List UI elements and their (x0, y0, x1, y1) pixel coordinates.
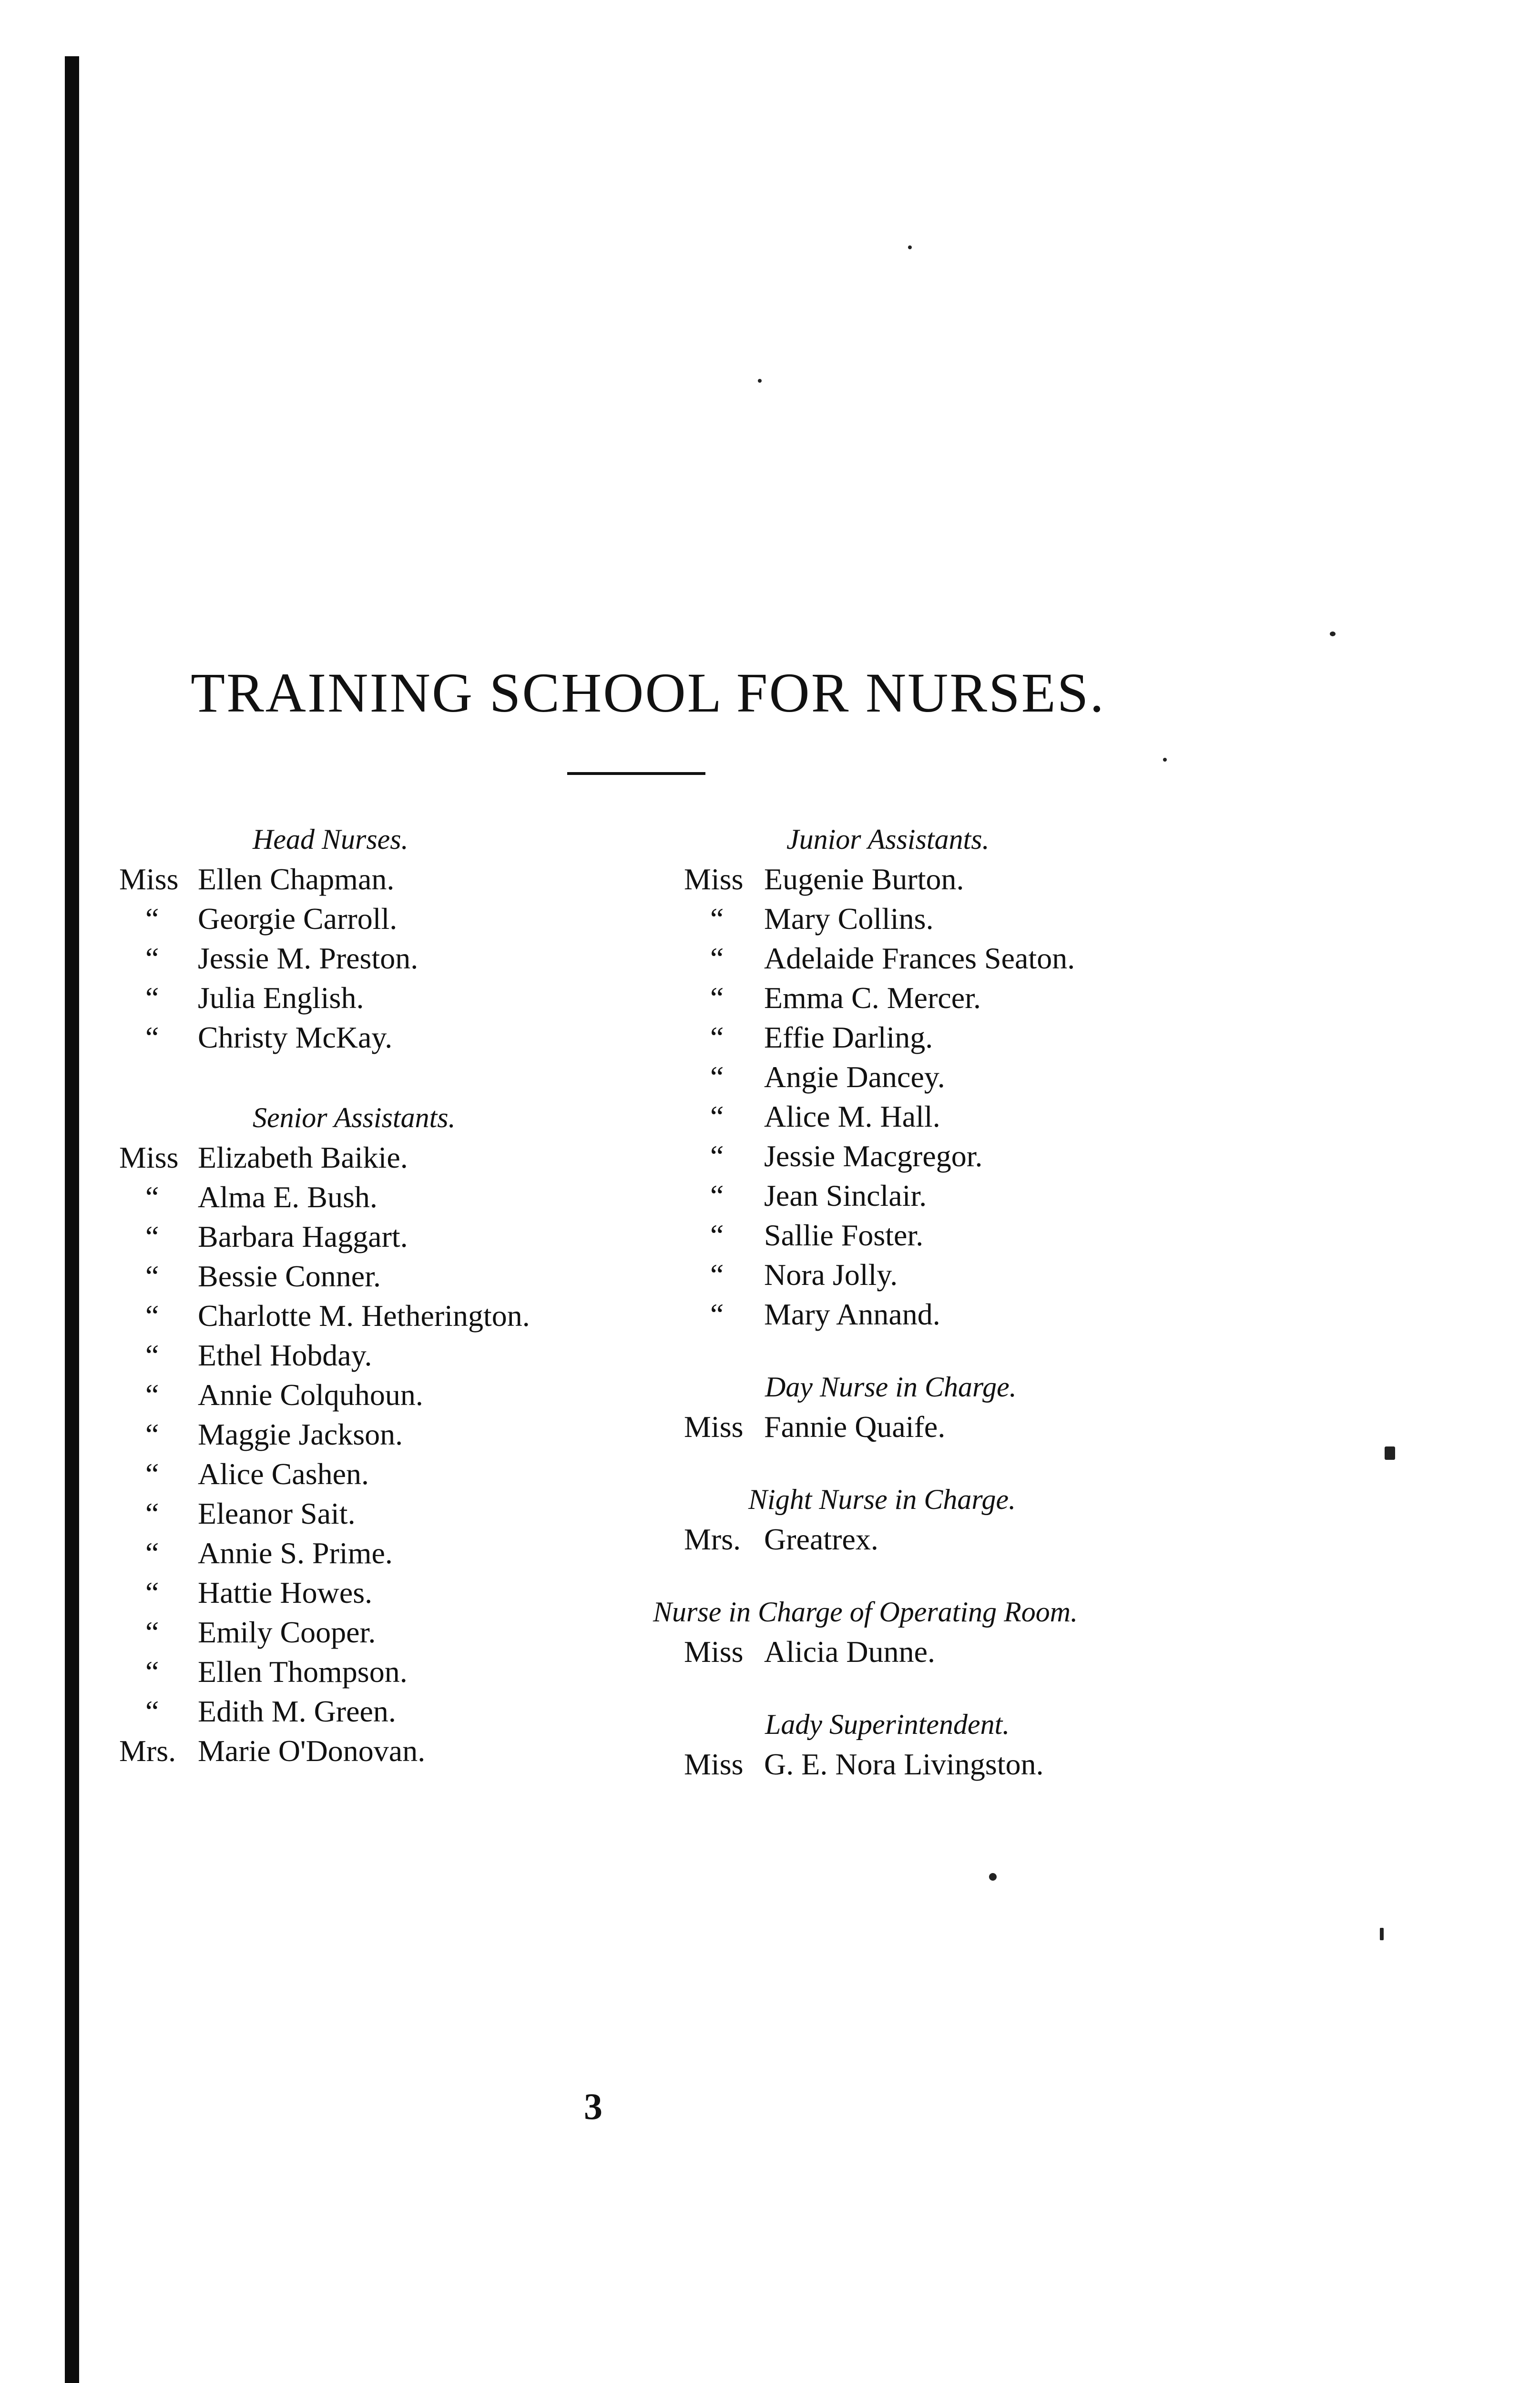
list-item: “ Emily Cooper. (145, 1615, 376, 1649)
page-number: 3 (584, 2086, 602, 2127)
list-item: “ Alice M. Hall. (710, 1100, 940, 1133)
right-column (653, 820, 1208, 1784)
list-item: “ Edith M. Green. (145, 1694, 396, 1728)
section-heading: Junior Assistants. (786, 824, 989, 855)
binding-edge (65, 56, 79, 2383)
list-item: “ Emma C. Mercer. (710, 981, 981, 1015)
section-heading: Day Nurse in Charge. (765, 1371, 1017, 1403)
list-item: “ Ethel Hobday. (145, 1338, 372, 1372)
scan-speck (758, 379, 762, 383)
list-item: Miss Ellen Chapman. (119, 862, 395, 896)
list-item: “ Sallie Foster. (710, 1218, 924, 1252)
list-item: “ Maggie Jackson. (145, 1417, 403, 1451)
section-heading: Night Nurse in Charge. (748, 1484, 1016, 1515)
section-lady-superintendent (684, 1705, 1208, 1784)
list-item: Miss Alicia Dunne. (684, 1635, 935, 1669)
list-item: “ Charlotte M. Hetherington. (145, 1299, 530, 1333)
list-item: “ Mary Annand. (710, 1297, 940, 1331)
scan-speck (1380, 1928, 1384, 1940)
list-item: “ Mary Collins. (710, 902, 934, 936)
list-item: “ Barbara Haggart. (145, 1220, 408, 1253)
section-heading: Nurse in Charge of Operating Room. (653, 1596, 1078, 1628)
list-item: Miss Elizabeth Baikie. (119, 1141, 408, 1174)
page-title: TRAINING SCHOOL FOR NURSES. (191, 662, 1105, 724)
list-item: “ Christy McKay. (145, 1020, 393, 1054)
list-item: Miss Fannie Quaife. (684, 1410, 946, 1444)
section-night-nurse (684, 1480, 1208, 1559)
list-item: “ Alma E. Bush. (145, 1180, 377, 1214)
list-item: “ Julia English. (145, 981, 364, 1015)
section-junior-assistants (684, 820, 1208, 1334)
list-item: “ Jessie Macgregor. (710, 1139, 983, 1173)
section-heading: Lady Superintendent. (765, 1709, 1010, 1740)
scan-speck (1163, 758, 1167, 762)
title-rule (567, 772, 705, 775)
list-item: Miss Eugenie Burton. (684, 862, 964, 896)
section-heading: Senior Assistants. (253, 1102, 456, 1133)
section-heading: Head Nurses. (253, 824, 408, 855)
list-item: “ Georgie Carroll. (145, 902, 398, 936)
list-item: “ Hattie Howes. (145, 1576, 373, 1609)
list-item: “ Jean Sinclair. (710, 1179, 927, 1212)
list-item: “ Nora Jolly. (710, 1258, 898, 1292)
list-item: “ Alice Cashen. (145, 1457, 369, 1491)
section-senior-assistants (119, 1098, 643, 1771)
scan-speck (908, 245, 912, 249)
scan-speck (1385, 1446, 1395, 1460)
list-item: “ Effie Darling. (710, 1020, 933, 1054)
scan-speck (1330, 631, 1336, 636)
list-item: “ Annie S. Prime. (145, 1536, 393, 1570)
list-item: “ Eleanor Sait. (145, 1497, 356, 1530)
list-item: “ Ellen Thompson. (145, 1655, 408, 1689)
list-item: Mrs. Marie O'Donovan. (119, 1734, 426, 1768)
list-item: Mrs. Greatrex. (684, 1522, 878, 1556)
scan-speck (989, 1873, 997, 1881)
section-operating-room (653, 1592, 1208, 1671)
list-item: “ Adelaide Frances Seaton. (710, 941, 1075, 975)
list-item: Miss G. E. Nora Livingston. (684, 1747, 1044, 1781)
list-item: “ Angie Dancey. (710, 1060, 945, 1094)
list-item: “ Jessie M. Preston. (145, 941, 418, 975)
section-head-nurses (119, 820, 643, 1057)
section-day-nurse (684, 1367, 1208, 1446)
list-item: “ Annie Colquhoun. (145, 1378, 423, 1412)
left-column (119, 820, 643, 1771)
list-item: “ Bessie Conner. (145, 1259, 381, 1293)
